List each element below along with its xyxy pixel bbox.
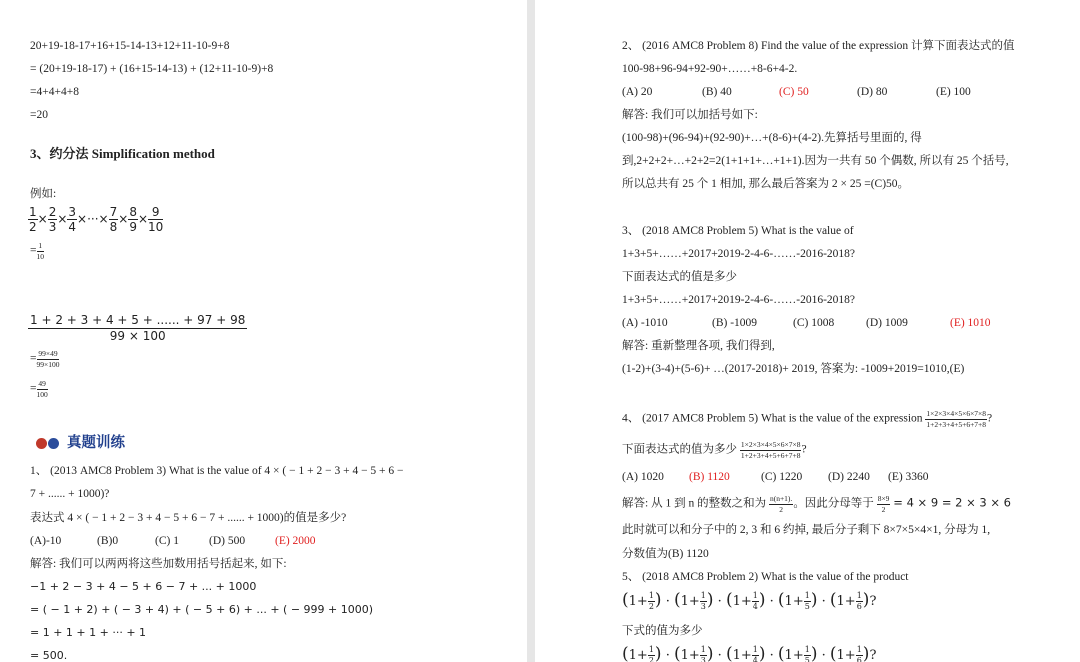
q1-answer-intro: 解答: 我们可以两两将这些加数用括号括起来, 如下: [30, 558, 287, 570]
q4-option-a: (A) 1020 [622, 471, 664, 483]
right-page [535, 0, 1080, 662]
q4-options [622, 470, 929, 484]
example-label: 例如: [30, 188, 57, 200]
product-question-mark: ? [869, 594, 877, 609]
q4-option-e: (E) 3360 [888, 471, 929, 483]
heading-dot-blue-icon [48, 438, 59, 449]
q2-answer-3: 到,2+2+2+…+2+2=2(1+1+1+…+1+1).因为一共有 50 个偶数, 所以有 25 个括号, [622, 155, 1009, 167]
q3-answer-1: 解答: 重新整理各项, 我们得到, [622, 340, 775, 352]
product-dot: · [817, 648, 830, 662]
q3-line-1: 3、 (2018 AMC8 Problem 5) What is the value of [622, 225, 854, 237]
product-dot: · [713, 648, 726, 662]
left-page [0, 0, 527, 662]
calc-line-3: =4+4+4+8 [30, 86, 79, 98]
answer-step-2: = $\frac{49}{100}$ [30, 379, 48, 399]
product-dot: · [661, 594, 674, 609]
q2-option-a: (A) 20 [622, 86, 653, 98]
q4-option-b-correct: (B) 1120 [689, 471, 730, 483]
product-dot: · [765, 648, 778, 662]
q1-step-3: = 1 + 1 + 1 + ··· + 1 [30, 626, 147, 639]
q2-line-1: 2、 (2016 AMC8 Problem 8) Find the value of the expression 计算下面表达式的值 [622, 40, 1015, 52]
q5-line-1: 5、 (2018 AMC8 Problem 2) What is the value of the product [622, 571, 909, 583]
q1-step-4: = 500. [30, 649, 68, 662]
product-question-mark: ? [869, 648, 877, 662]
q2-answer-1: 解答: 我们可以加括号如下: [622, 109, 758, 121]
product-factor: (1+ $\frac{1}{5}$ ) [777, 644, 818, 662]
q2-option-b: (B) 40 [702, 86, 732, 98]
q1-step-2: = ( − 1 + 2) + ( − 3 + 4) + ( − 5 + 6) + ... + ( − 999 + 1000) [30, 603, 374, 616]
q1-step-1: −1 + 2 − 3 + 4 − 5 + 6 − 7 + ... + 1000 [30, 580, 257, 593]
q3-option-a: (A) -1010 [622, 317, 668, 329]
q1-option-c: (C) 1 [155, 535, 179, 547]
product-factor: (1+ $\frac{1}{4}$ ) [725, 644, 766, 662]
calc-line-4: =20 [30, 109, 48, 121]
q1-line-2: 7 + ...... + 1000)? [30, 488, 110, 500]
q3-line-3: 下面表达式的值是多少 [622, 271, 737, 283]
q4-answer-1: 解答: 从 1 到 n 的整数之和为 $\frac{n(n+1).}{2}$ 。因此分母等于 $\frac{8\times 9}{2}$ = 4 × 9 = 2 × 3 × 6 [622, 494, 1011, 514]
product-factor: (1+ $\frac{1}{3}$ ) [673, 590, 714, 611]
q4-option-c: (C) 1220 [761, 471, 803, 483]
q5-product-expression [622, 592, 876, 611]
product-dot: · [765, 594, 778, 609]
big-fraction: $\frac{1 + 2 + 3 + 4 + 5 + ...... + 97 + 98}{99 \times 100}$ [30, 313, 246, 343]
product-factor: (1+ $\frac{1}{6}$ ) [829, 644, 870, 662]
q2-option-e: (E) 100 [936, 86, 971, 98]
fraction-product-expression: $\frac{1}{2}$ × $\frac{2}{3}$ × $\frac{3}{4}$ ×···× $\frac{7}{8}$ × $\frac{8}{9}$ × $\frac{9}{10}$ [29, 205, 164, 234]
q1-line-3: 表达式 4 × ( − 1 + 2 − 3 + 4 − 5 + 6 − 7 + ...... + 1000)的值是多少? [30, 512, 347, 524]
product-factor: (1+ $\frac{1}{5}$ ) [777, 590, 818, 611]
q2-line-2: 100-98+96-94+92-90+……+8-6+4-2. [622, 63, 798, 75]
q3-option-e-correct: (E) 1010 [950, 317, 991, 329]
heading-dot-red-icon [36, 438, 47, 449]
q3-answer-2: (1-2)+(3-4)+(5-6)+ …(2017-2018)+ 2019, 答案为: -1009+2019=1010,(E) [622, 363, 965, 375]
q1-line-1: 1、 (2013 AMC8 Problem 3) What is the value of 4 × ( − 1 + 2 − 3 + 4 − 5 + 6 − [30, 465, 404, 477]
q2-option-c-correct: (C) 50 [779, 86, 809, 98]
q4-line-2: 下面表达式的值为多少 $\frac{1\times 2\times 3\times 4\times 5\times 6\times 7\times 8}{1+2+3+4+5+6+7+8}$ ? [622, 440, 807, 460]
answer-step-1: = $\frac{99\times 49}{99\times 100}$ [30, 349, 60, 369]
q2-option-d: (D) 80 [857, 86, 888, 98]
q5-line-2: 下式的值为多少 [622, 625, 703, 637]
q3-options [622, 316, 991, 330]
product-dot: · [661, 648, 674, 662]
product-factor: (1+ $\frac{1}{2}$ ) [622, 644, 662, 662]
answer-one-tenth: = $\frac{1}{10}$ [30, 241, 44, 261]
q1-option-d: (D) 500 [209, 535, 246, 547]
product-factor: (1+ $\frac{1}{3}$ ) [673, 644, 714, 662]
q1-option-b: (B)0 [97, 535, 119, 547]
q1-options [30, 534, 316, 548]
product-dot: · [713, 594, 726, 609]
q4-line-1: 4、 (2017 AMC8 Problem 5) What is the value of the expression $\frac{1\times 2\times 3\times 4\times 5\times 6\times 7\times 8}{1+2+3+4+5+6+7+8}$ ? [622, 409, 993, 429]
calc-line-1: 20+19-18-17+16+15-14-13+12+11-10-9+8 [30, 40, 230, 52]
q4-option-d: (D) 2240 [828, 471, 870, 483]
q3-line-4: 1+3+5+……+2017+2019-2-4-6-……-2016-2018? [622, 294, 856, 306]
product-factor: (1+ $\frac{1}{4}$ ) [725, 590, 766, 611]
product-factor: (1+ $\frac{1}{2}$ ) [622, 590, 662, 611]
q4-answer-3: 分数值为(B) 1120 [622, 548, 709, 560]
q3-option-b: (B) -1009 [712, 317, 758, 329]
product-dot: · [817, 594, 830, 609]
q2-options [622, 85, 971, 99]
q2-answer-4: 所以总共有 25 个 1 相加, 那么最后答案为 2 × 25 =(C)50。 [622, 178, 910, 190]
q3-option-c: (C) 1008 [793, 317, 835, 329]
q5-product-expression-repeat [622, 646, 876, 662]
q1-option-e-correct: (E) 2000 [275, 535, 316, 547]
calc-line-2: = (20+19-18-17) + (16+15-14-13) + (12+11-10-9)+8 [30, 63, 274, 75]
training-heading: 真题训练 [67, 435, 125, 451]
q1-option-a: (A)-10 [30, 535, 62, 547]
q3-line-2: 1+3+5+……+2017+2019-2-4-6-……-2016-2018? [622, 248, 856, 260]
section-title: 3、约分法 Simplification method [30, 146, 215, 161]
q3-option-d: (D) 1009 [866, 317, 908, 329]
product-factor: (1+ $\frac{1}{6}$ ) [829, 590, 870, 611]
q2-answer-2: (100-98)+(96-94)+(92-90)+…+(8-6)+(4-2).先算括号里面的, 得 [622, 132, 922, 144]
q4-answer-2: 此时就可以和分子中的 2, 3 和 6 约掉, 最后分子剩下 8×7×5×4×1, 分母为 1, [622, 524, 991, 536]
